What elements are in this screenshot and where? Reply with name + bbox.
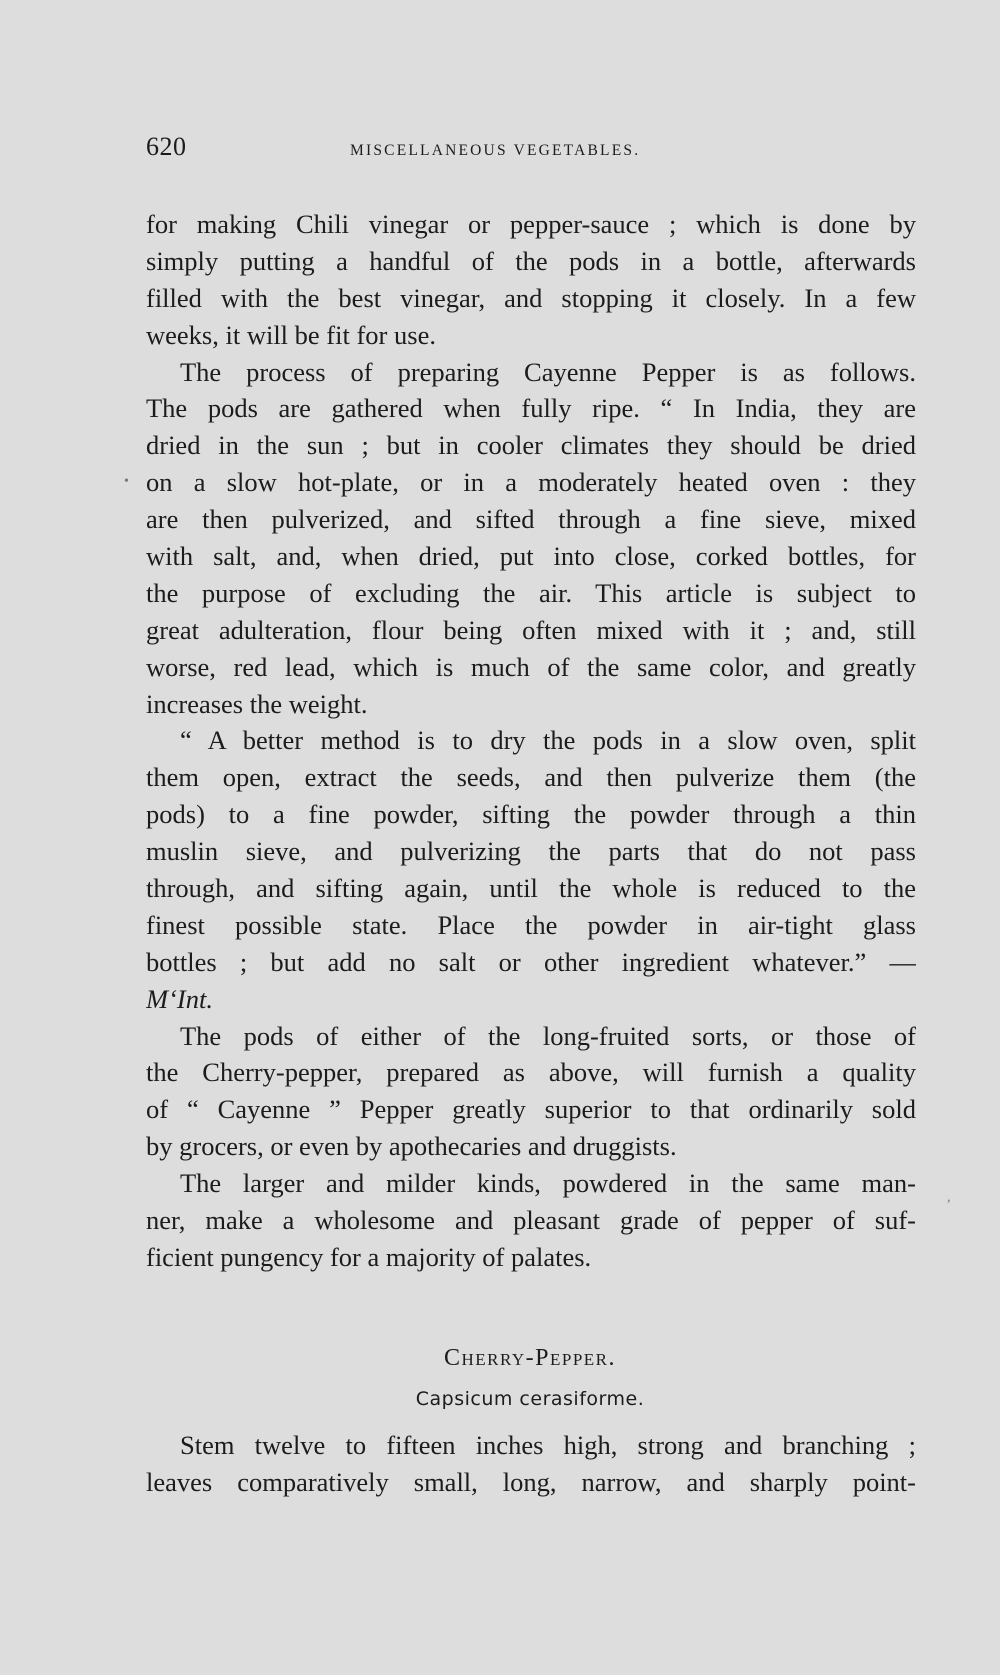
text-line: pods) to a fine powder, sifting the powder through a thin — [146, 799, 916, 830]
text-line: through, and sifting again, until the whole is reduced to the — [146, 873, 916, 904]
text-line: simply putting a handful of the pods in a bottle, afterwards — [146, 245, 916, 276]
text-line: The pods of either of the long-fruited sorts, or those of — [180, 1020, 916, 1051]
text-line: finest possible state. Place the powder in air-tight glass — [146, 909, 916, 940]
text-line: filled with the best vinegar, and stopping it closely. In a few — [146, 282, 916, 313]
text-line: weeks, it will be fit for use. — [146, 319, 436, 350]
page-header — [146, 132, 916, 172]
text-line: are then pulverized, and sifted through a fine sieve, mixed — [146, 504, 916, 535]
text-line: The process of preparing Cayenne Pepper is as follows. — [180, 356, 916, 387]
ink-speck: • — [124, 474, 129, 489]
section-subheading: Capsicum cerasiforme. — [415, 1388, 645, 1410]
text-line: on a slow hot-plate, or in a moderately heated oven : they — [146, 467, 916, 498]
text-line: muslin sieve, and pulverizing the parts that do not pass — [146, 836, 916, 867]
text-line: Stem twelve to fifteen inches high, strong and branching ; — [180, 1430, 916, 1460]
section-heading: Cherry-Pepper. — [443, 1345, 617, 1371]
text-line: the purpose of excluding the air. This article is subject to — [146, 577, 916, 608]
text-line: increases the weight. — [146, 688, 368, 719]
text-line: dried in the sun ; but in cooler climates they should be dried — [146, 430, 916, 461]
page-number: 620 — [146, 132, 187, 161]
text-line: worse, red lead, which is much of the same color, and greatly — [146, 651, 916, 682]
ink-speck: , — [947, 1190, 951, 1205]
text-line: ficient pungency for a majority of palates. — [146, 1241, 592, 1272]
text-line: bottles ; but add no salt or other ingredient whatever.” — — [146, 946, 916, 977]
text-line: by grocers, or even by apothecaries and druggists. — [146, 1131, 677, 1162]
running-title: MISCELLANEOUS VEGETABLES. — [350, 142, 641, 159]
text-line: leaves comparatively small, long, narrow, and sharply point- — [146, 1466, 916, 1497]
section-text — [146, 1427, 916, 1501]
text-line: of “ Cayenne ” Pepper greatly superior to that ordinarily sold — [146, 1094, 916, 1125]
citation: M‘Int. — [146, 983, 213, 1014]
text-line: great adulteration, flour being often mixed with it ; and, still — [146, 614, 916, 645]
text-line: The larger and milder kinds, powdered in the same man- — [180, 1168, 916, 1199]
text-line: The pods are gathered when fully ripe. “ In India, they are — [146, 393, 916, 424]
text-line: with salt, and, when dried, put into close, corked bottles, for — [146, 541, 916, 572]
text-line: for making Chili vinegar or pepper-sauce ; which is done by — [146, 209, 916, 239]
text-line: “ A better method is to dry the pods in a slow oven, split — [180, 725, 916, 756]
text-line: them open, extract the seeds, and then pulverize them (the — [146, 762, 916, 793]
text-line: ner, make a wholesome and pleasant grade of pepper of suf- — [146, 1205, 916, 1236]
text-line: the Cherry-pepper, prepared as above, will furnish a quality — [146, 1057, 916, 1088]
main-text — [146, 206, 916, 1276]
